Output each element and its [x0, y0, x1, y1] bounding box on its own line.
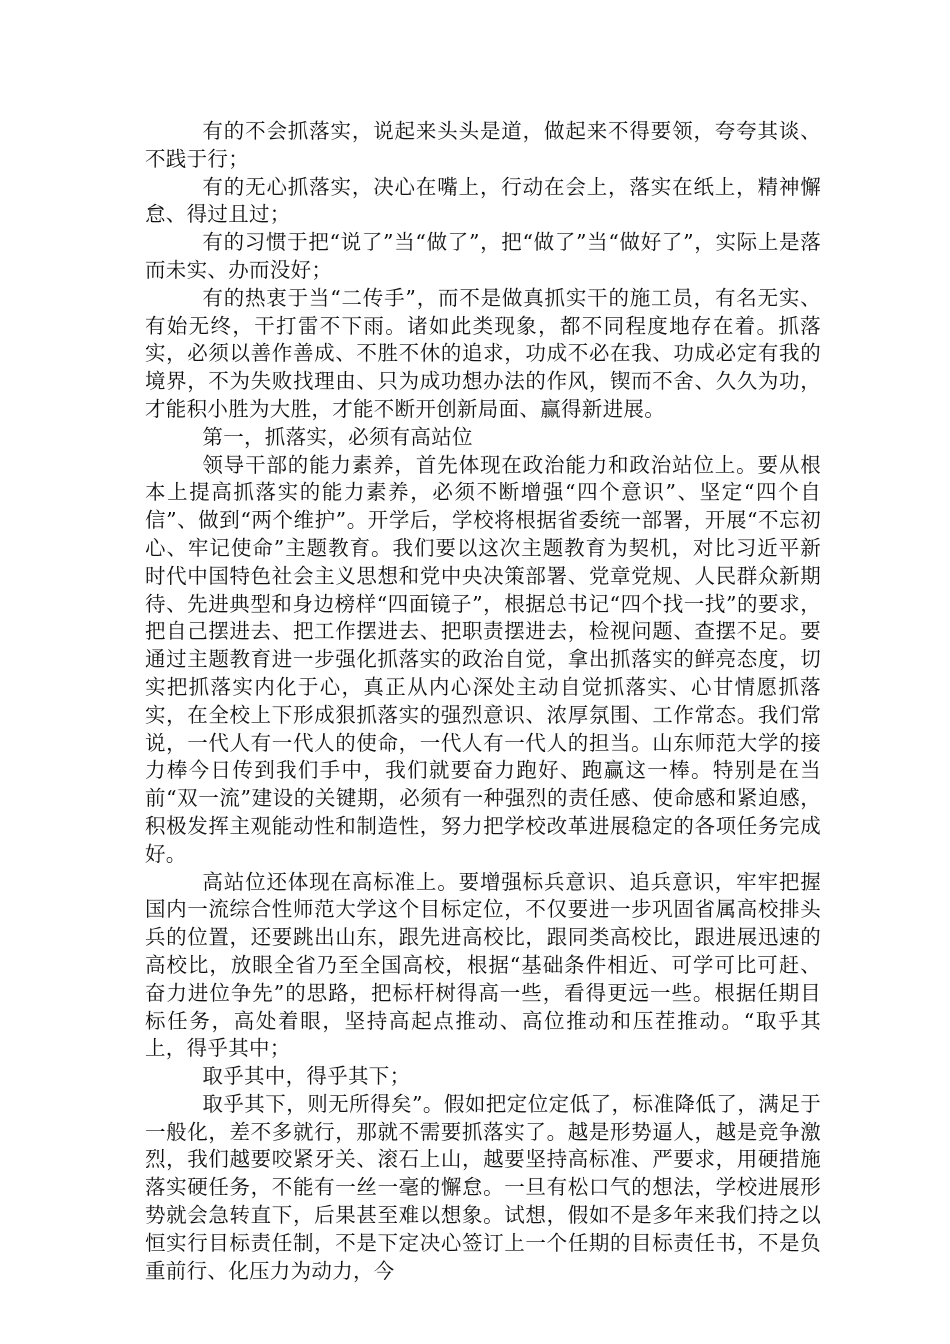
paragraph-7: 高站位还体现在高标准上。要增强标兵意识、追兵意识，牢牢把握国内一流综合性师范大学这个目标定位，不仅要进一步巩固省属高校排头兵的位置，还要跳出山东，跟先进高校比，跟同类高校比，跟进展迅速的高校比，放眼全省乃至全国高校，根据“基础条件相近、可学可比可赶、奋力进位争先”的思路，把标杆树得高一些，看得更远一些。根据任期目标任务，高处着眼，坚持高起点推动、高位推动和压茬推动。“取乎其上，得乎其中； — [145, 869, 821, 1061]
paragraph-2: 有的无心抓落实，决心在嘴上，行动在会上，落实在纸上，精神懈怠、得过且过； — [145, 174, 821, 227]
paragraph-8: 取乎其中，得乎其下； — [202, 1064, 411, 1089]
section-heading: 第一，抓落实，必须有高站位 — [202, 424, 473, 449]
paragraph-6: 领导干部的能力素养，首先体现在政治能力和政治站位上。要从根本上提高抓落实的能力素养，必须不断增强“四个意识”、坚定“四个自信”、做到“两个维护”。开学后，学校将根据省委统一部署，开展“不忘初心、牢记使命”主题教育。我们要以这次主题教育为契机，对比习近平新时代中国特色社会主义思想和党中央决策部署、党章党规、人民群众新期待、先进典型和身边榜样“四面镜子”，根据总书记“四个找一找”的要求，把自己摆进去、把工作摆进去、把职责摆进去，检视问题、查摆不足。要通过主题教育进一步强化抓落实的政治自觉，拿出抓落实的鲜亮态度，切实把抓落实内化于心，真正从内心深处主动自觉抓落实、心甘情愿抓落实，在全校上下形成狠抓落实的强烈意识、浓厚氛围、工作常态。我们常说，一代人有一代人的使命，一代人有一代人的担当。山东师范大学的接力棒今日传到我们手中，我们就要奋力跑好、跑赢这一棒。特别是在当前“双一流”建设的关键期，必须有一种强烈的责任感、使命感和紧迫感，积极发挥主观能动性和制造性，努力把学校改革进展稳定的各项任务完成好。 — [145, 452, 821, 866]
paragraph-1: 有的不会抓落实，说起来头头是道，做起来不得要领，夸夸其谈、不践于行； — [145, 119, 821, 171]
paragraph-9: 取乎其下，则无所得矣”。假如把定位定低了，标准降低了，满足于一般化，差不多就行，那就不需要抓落实了。越是形势逼人，越是竞争激烈，我们越要咬紧牙关、滚石上山，越要坚持高标准、严要求，用硬措施落实硬任务，不能有一丝一毫的懈怠。一旦有松口气的想法，学校进展形势就会急转直下，后果甚至难以想象。试想，假如不是多年来我们持之以恒实行目标责任制，不是下定决心签订上一个任期的目标责任书，不是负重前行、化压力为动力，今 — [145, 1091, 821, 1283]
document-page — [145, 118, 821, 1285]
paragraph-4: 有的热衷于当“二传手”，而不是做真抓实干的施工员，有名无实、有始无终，干打雷不下雨。诸如此类现象，都不同程度地存在着。抓落实，必须以善作善成、不胜不休的追求，功成不必在我、功成必定有我的境界，不为失败找理由、只为成功想办法的作风，锲而不舍、久久为功，才能积小胜为大胜，才能不断开创新局面、赢得新进展。 — [145, 285, 821, 421]
paragraph-3: 有的习惯于把“说了”当“做了”，把“做了”当“做好了”，实际上是落而未实、办而没好； — [145, 230, 821, 282]
